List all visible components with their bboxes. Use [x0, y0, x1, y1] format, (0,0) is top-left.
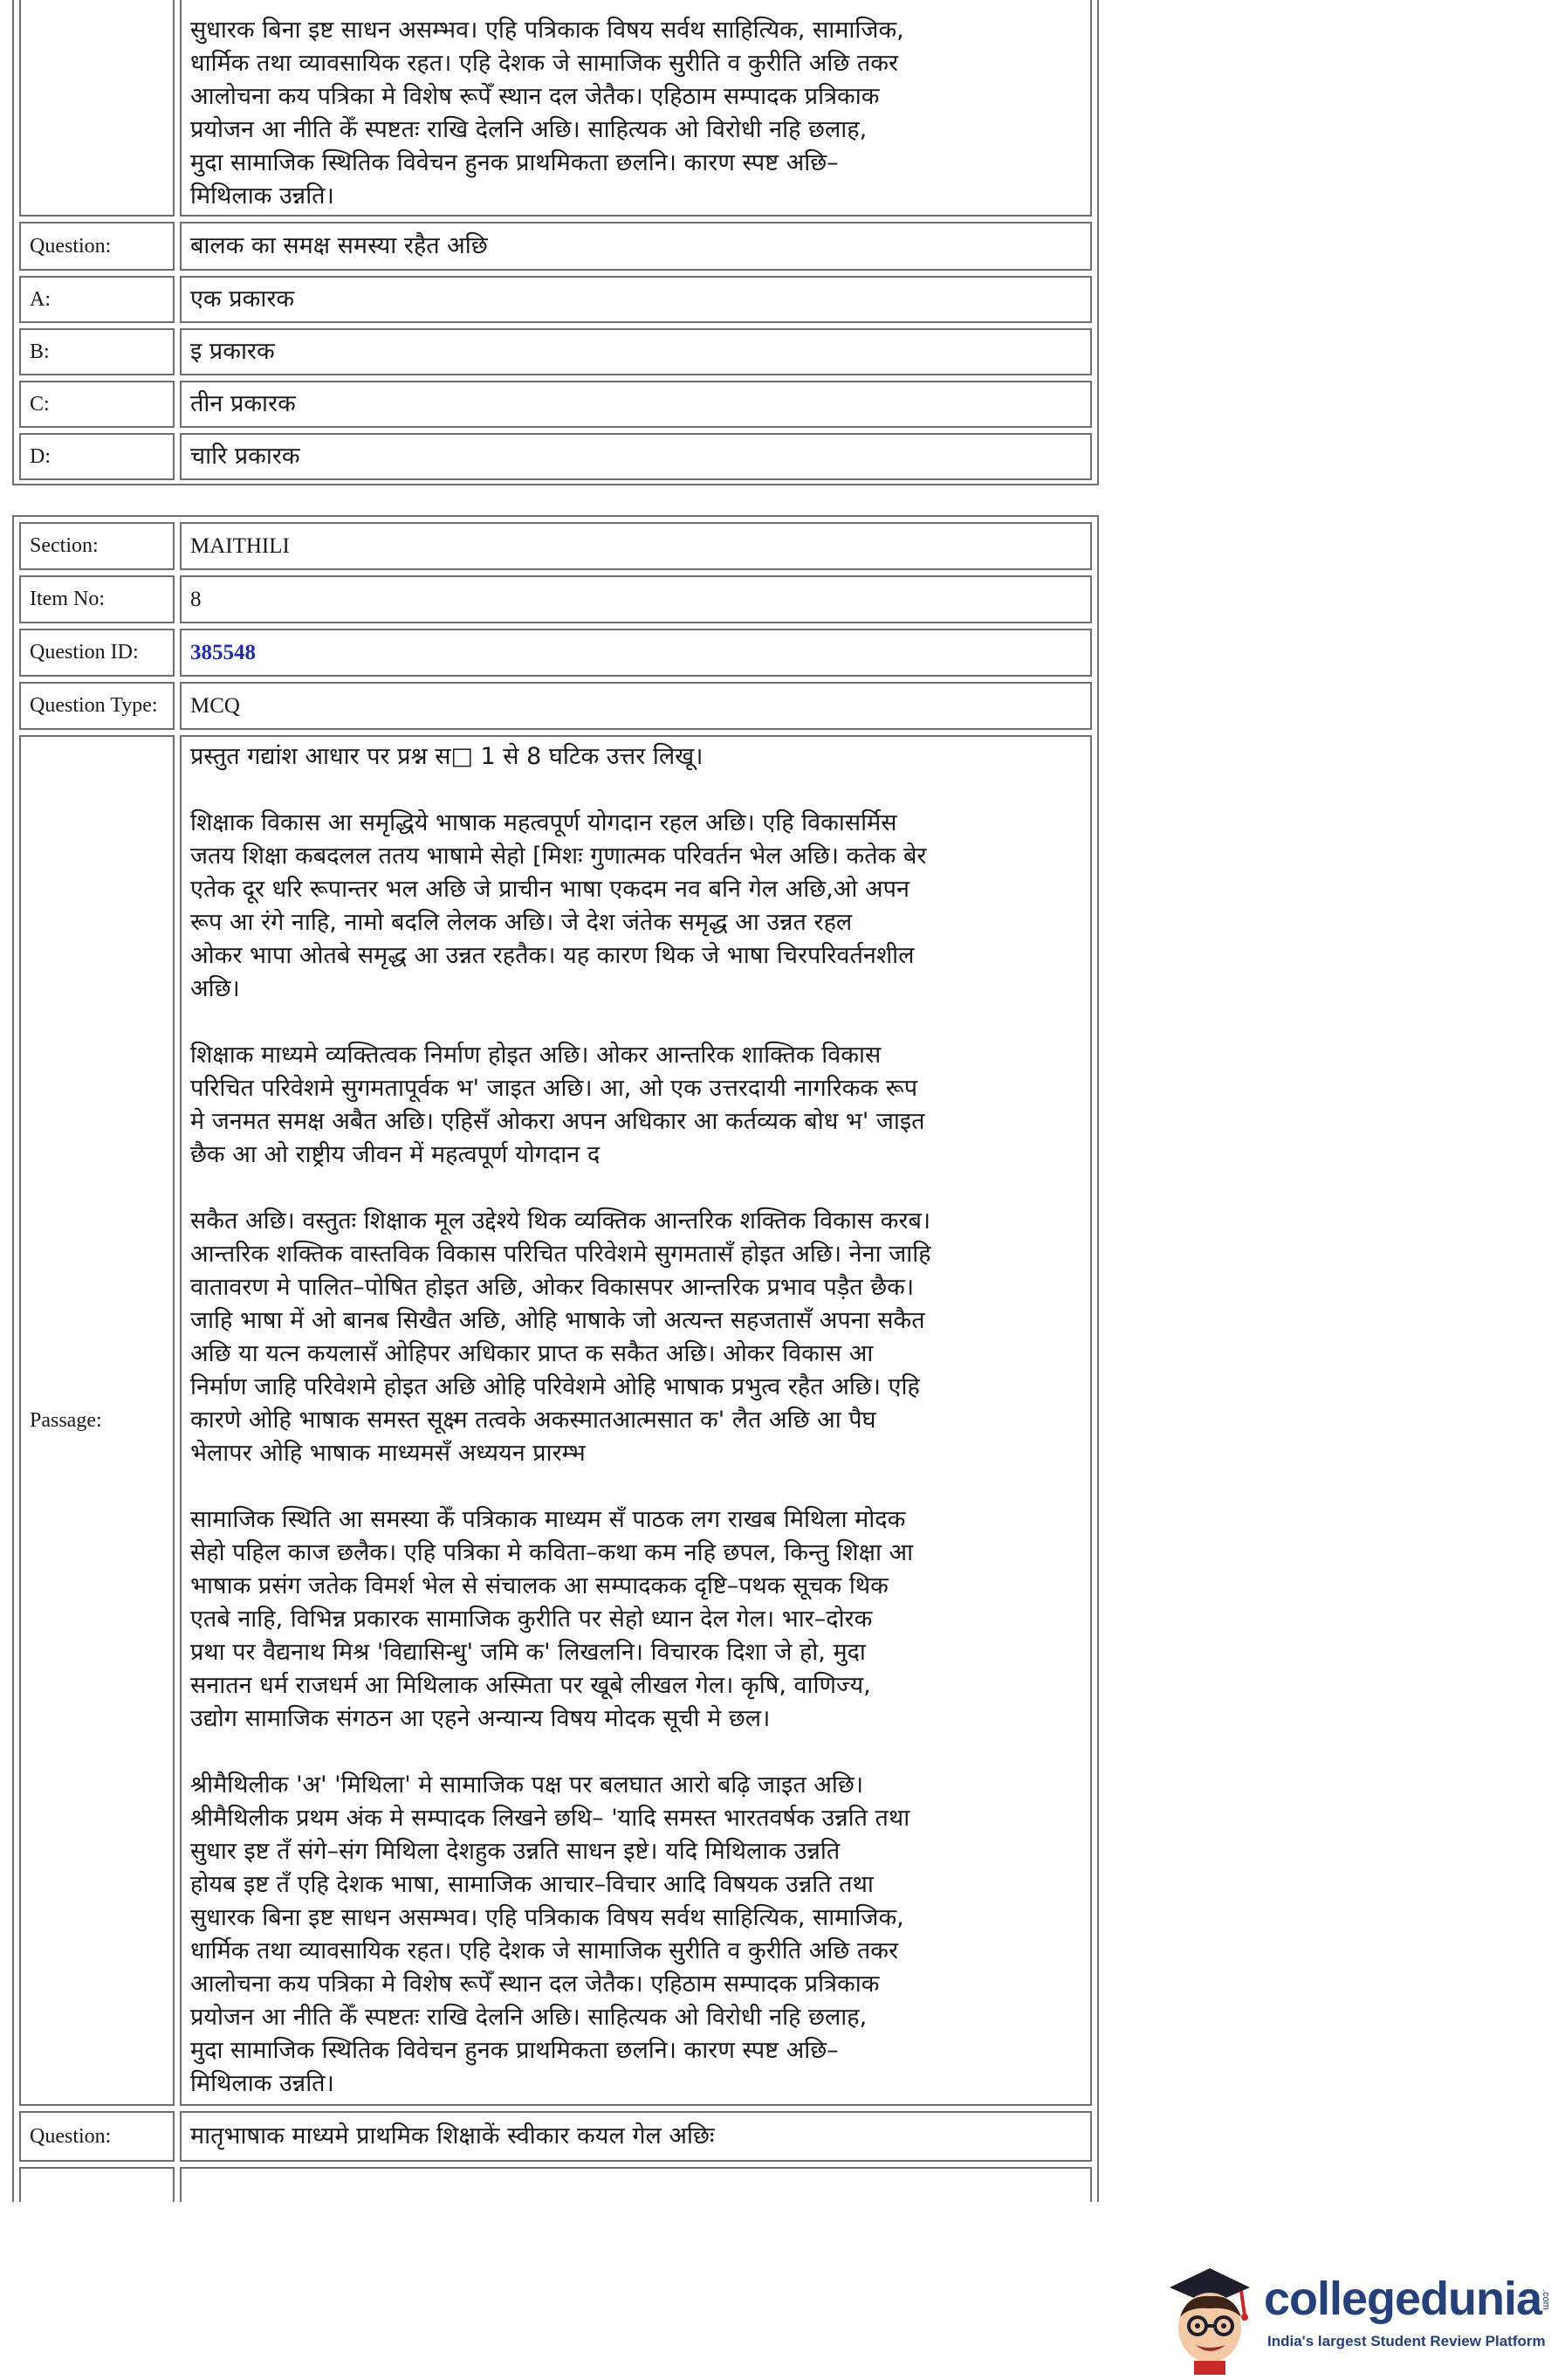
- question-id-label: Question ID:: [19, 629, 175, 677]
- option-a-text: एक प्रकारक: [180, 276, 1092, 323]
- option-b-text: इ प्रकारक: [180, 328, 1092, 375]
- passage-line: सुधारक बिना इष्ट साधन असम्भव। एहि पत्रिकाक विषय सर्वथ साहित्यिक, सामाजिक,: [190, 17, 904, 44]
- brand-suffix: .com: [1541, 2289, 1551, 2310]
- passage-label-cell: [19, 0, 175, 217]
- option-d-text: चारि प्रकारक: [180, 433, 1092, 480]
- passage-body: [180, 735, 1092, 2106]
- question-label: Question:: [19, 222, 175, 271]
- question-text: बालक का समक्ष समस्या रहैत अछि: [180, 222, 1092, 271]
- option-a-label: A:: [19, 276, 175, 323]
- passage-tail-cell: [180, 0, 1092, 217]
- collegedunia-watermark: [1161, 2253, 1554, 2375]
- mascot-icon: [1161, 2253, 1259, 2375]
- passage-paragraph: शिक्षाक माध्यमे व्यक्तित्वक निर्माण होइत अछि। ओकर आन्तरिक शाक्तिक विकास परिचित परिवेशमे सुगमतापूर्वक भ' जाइत अछि। आ, ओ एक उत्तरदायी नागरिकक रूप मे जनमत समक्ष अबैत अछि। एहिसँ ओकरा अपन अधिकार आ कर्तव्यक बोध भ' जाइत छैक आ ओ राष्ट्रीय जीवन में महत्वपूर्ण योगदान द: [190, 1042, 925, 1168]
- brand-name: collegedunia: [1264, 2273, 1542, 2325]
- item-no-value: 8: [180, 575, 1092, 623]
- option-c-text: तीन प्रकारक: [180, 381, 1092, 428]
- passage-label: Passage:: [19, 735, 175, 2106]
- option-row-cut: [19, 2167, 175, 2202]
- option-b-label: B:: [19, 328, 175, 375]
- passage-paragraph: सामाजिक स्थिति आ समस्या केँ पत्रिकाक माध्यम सँ पाठक लग राखब मिथिला मोदक सेहो पहिल काज छलैक। एहि पत्रिका मे कविता–कथा कम नहि छपल, किन्तु शिक्षा आ भाषाक प्रसंग जतेक विमर्श भेल से संचालक आ सम्पादकक दृष्टि–पथक सूचक थिक एतबे नाहि, विभिन्न प्रकारक सामाजिक कुरीति पर सेहो ध्यान देल गेल। भार–दोरक प्रथा पर वैद्यनाथ मिश्र 'विद्यासिन्धु' जमि क' लिखलनि। विचारक दिशा जे हो, मुदा सनातन धर्म राजधर्म आ मिथिलाक अस्मिता पर खूबे लीखल गेल। कृषि, वाणिज्य, उद्योग सामाजिक संगठन आ एहने अन्यान्य विषय मोदक सूची मे छल।: [190, 1506, 914, 1732]
- section-value: MAITHILI: [180, 522, 1092, 570]
- brand-tagline: India's largest Student Review Platform: [1267, 2333, 1546, 2349]
- passage-paragraph: प्रस्तुत गद्यांश आधार पर प्रश्न स□ 1 से 8 घटिक उत्तर लिखू।: [190, 743, 704, 770]
- passage-paragraph: श्रीमैथिलीक 'अ' 'मिथिला' मे सामाजिक पक्ष पर बलघात आरो बढ़ि जाइत अछि। श्रीमैथिलीक प्रथम अंक मे सम्पादक लिखने छथि– 'यादि समस्त भारतवर्षक उन्नति तथा सुधार इष्ट तँ संगे–संग मिथिला देशहुक उन्नति साधन इष्टे। यदि मिथिलाक उन्नति होयब इष्ट तँ एहि देशक भाषा, सामाजिक आचार–विचार आदि विषयक उन्नति तथा सुधारक बिना इष्ट साधन असम्भव। एहि पत्रिकाक विषय सर्वथ साहित्यिक, सामाजिक, धार्मिक तथा व्यावसायिक रहत। एहि देशक जे सामाजिक सुरीति व कुरीति अछि तकर आलोचना कय पत्रिका मे विशेष रूपेँ स्थान दल जेतैक। एहिठाम सम्पादक प्रत्रिकाक प्रयोजन आ नीति केँ स्पष्टतः राखि देलनि अछि। साहित्यक ओ विरोधी नहि छलाह, मुदा सामाजिक स्थितिक विवेचन हुनक प्राथमिकता छलनि। कारण स्पष्ट अछि– मिथिलाक उन्नति।: [190, 1771, 910, 2097]
- question-type-label: Question Type:: [19, 682, 175, 730]
- section-label: Section:: [19, 522, 175, 570]
- question-id-value: 385548: [180, 629, 1092, 677]
- question-text: मातृभाषाक माध्यमे प्राथमिक शिक्षाकें स्वीकार कयल गेल अछिः: [180, 2111, 1092, 2162]
- passage-line: प्रयोजन आ नीति केँ स्पष्टतः राखि देलनि अछि। साहित्यक ओ विरोधी नहि छलाह,: [190, 116, 868, 143]
- item-no-label: Item No:: [19, 575, 175, 623]
- question-item-table: [12, 515, 1099, 2202]
- passage-line: मुदा सामाजिक स्थितिक विवेचन हुनक प्राथमिकता छलनि। कारण स्पष्ट अछि–: [190, 149, 839, 176]
- passage-line: धार्मिक तथा व्यावसायिक रहत। एहि देशक जे सामाजिक सुरीति व कुरीति अछि तकर: [190, 50, 899, 77]
- previous-question-table: [12, 0, 1099, 485]
- question-type-value: MCQ: [180, 682, 1092, 730]
- passage-line: आलोचना कय पत्रिका मे विशेष रूपेँ स्थान दल जेतैक। एहिठाम सम्पादक प्रत्रिकाक: [190, 83, 880, 110]
- option-row-cut: [180, 2167, 1092, 2202]
- option-c-label: C:: [19, 381, 175, 428]
- passage-paragraph: शिक्षाक विकास आ समृद्धिये भाषाक महत्वपूर्ण योगदान रहल अछि। एहि विकासर्मिस जतय शिक्षा कबदलल ततय भाषामे सेहो [मिशः गुणात्मक परिवर्तन भेल अछि। कतेक बेर एतेक दूर धरि रूपान्तर भल अछि जे प्राचीन भाषा एकदम नव बनि गेल अछि,ओ अपन रूप आ रंगे नाहि, नामो बदलि लेलक अछि। जे देश जंतेक समृद्ध आ उन्नत रहल ओकर भापा ओतबे समृद्ध आ उन्नत रहतैक। यह कारण थिक जे भाषा चिरपरिवर्तनशील अछि।: [190, 809, 927, 1002]
- question-label: Question:: [19, 2111, 175, 2162]
- passage-line: मिथिलाक उन्नति।: [190, 182, 334, 210]
- passage-paragraph: सकैत अछि। वस्तुतः शिक्षाक मूल उद्देश्ये थिक व्यक्तिक आन्तरिक शक्तिक विकास करब। आन्तरिक शक्तिक वास्तविक विकास परिचित परिवेशमे सुगमतासँ होइत अछि। नेना जाहि वातावरण मे पालित–पोषित होइत अछि, ओकर विकासपर आन्तरिक प्रभाव पड़ैत छैक। जाहि भाषा में ओ बानब सिखैत अछि, ओहि भाषाके जो अत्यन्त सहजतासँ अपना सकैत अछि या यत्न कयलासँ ओहिपर अधिकार प्राप्त क सकैत अछि। ओकर विकास आ निर्माण जाहि परिवेशमे होइत अछि ओहि परिवेशमे ओहि भाषाक प्रभुत्व रहैत अछि। एहि कारणे ओहि भाषाक समस्त सूक्ष्म तत्वके अकस्मातआत्मसात क' लैत अछि आ पैघ भेलापर ओहि भाषाक माध्यमसँ अध्ययन प्रारम्भ: [190, 1207, 931, 1467]
- option-d-label: D:: [19, 433, 175, 480]
